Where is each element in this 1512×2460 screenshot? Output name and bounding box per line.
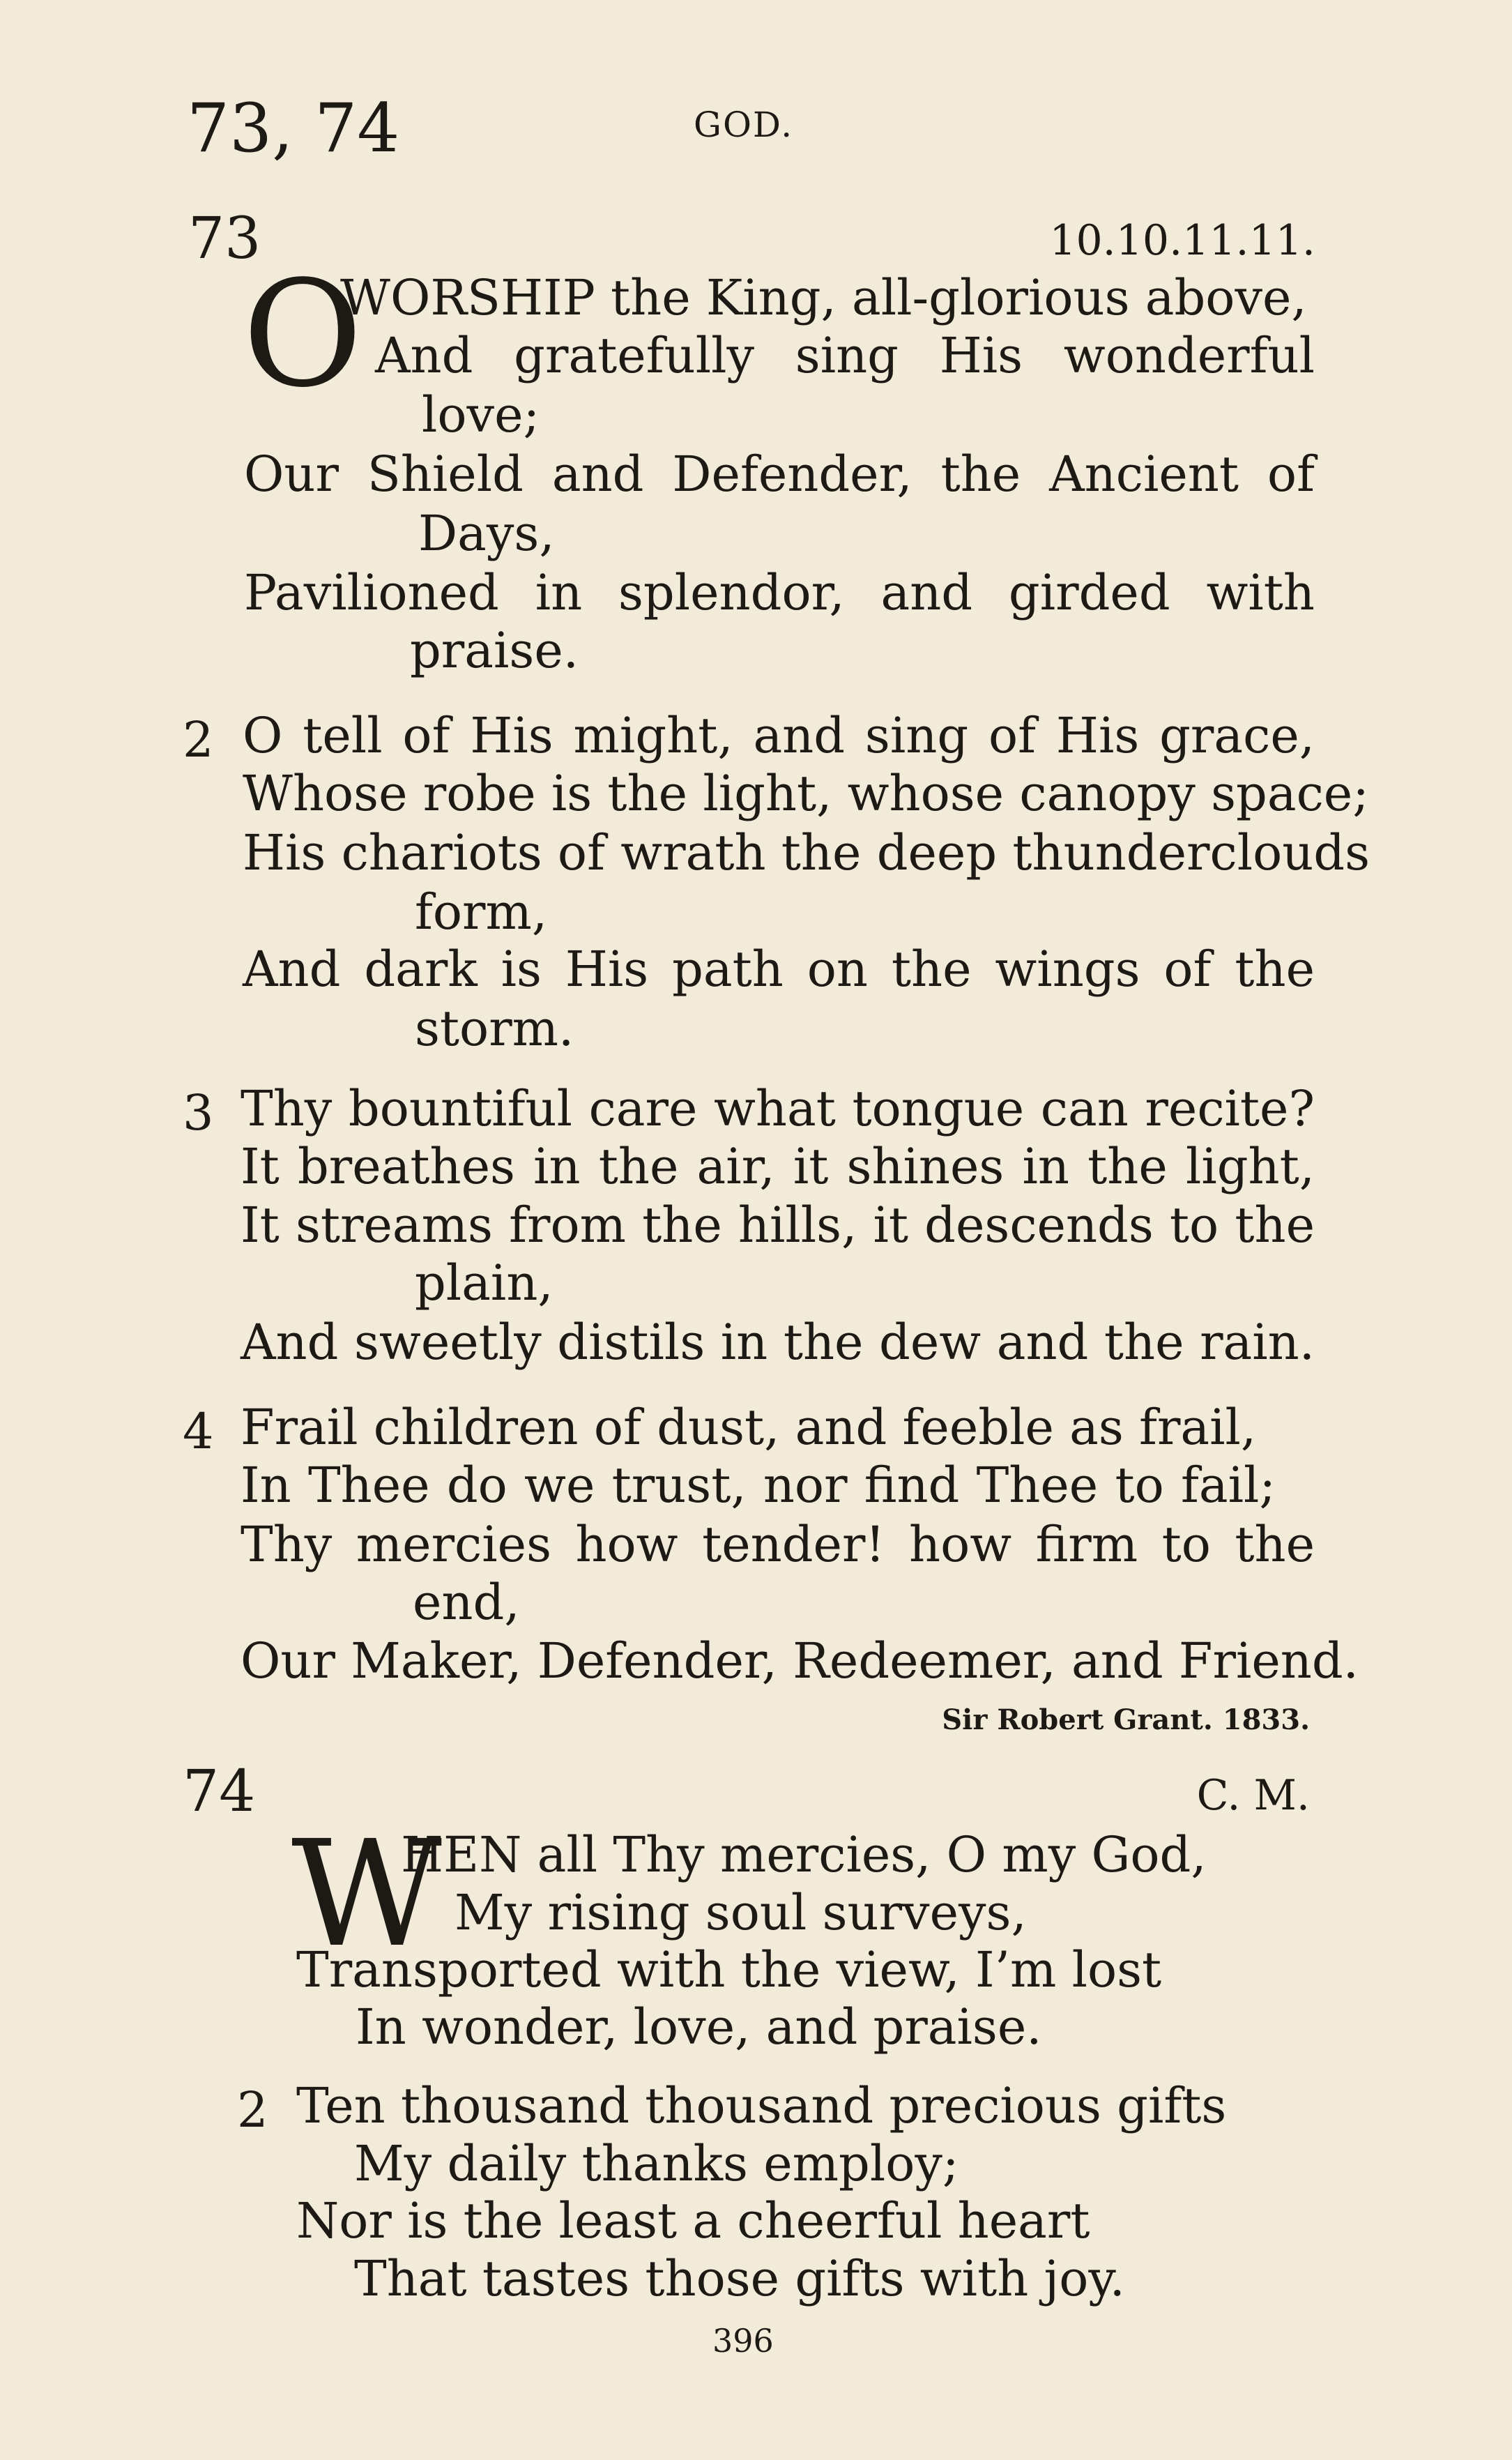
verse-line: It breathes in the air, it shines in the light, [240,1138,1315,1195]
hymn-author: Sir Robert Grant. 1833. [942,1703,1310,1736]
running-hymn-numbers: 73, 74 [187,89,400,167]
verse-line: praise. [410,622,579,679]
verse-line: Thy mercies how tender! how firm to the [240,1516,1315,1573]
verse-line: Whose robe is the light, whose canopy space; [243,765,1369,822]
verse-line: That tastes those gifts with joy. [354,2250,1125,2307]
verse-line: My rising soul surveys, [455,1884,1027,1941]
verse-line: Days, [418,505,555,562]
verse-line: form, [415,883,548,941]
verse-line: WORSHIP the King, all-glorious above, [340,269,1307,326]
verse-line: HEN all Thy mercies, O my God, [401,1826,1207,1883]
verse-line: In wonder, love, and praise. [356,1998,1042,2056]
verse-line: O tell of His might, and sing of His grace, [243,707,1315,764]
hymn-number: 74 [183,1759,256,1825]
verse-number: 4 [183,1403,214,1460]
verse-line: Ten thousand thousand precious gifts [296,2077,1227,2134]
page-number: 396 [712,2322,774,2360]
hymn-meter: C. M. [1196,1771,1310,1820]
verse-number: 2 [237,2081,268,2139]
verse-line: end, [413,1574,520,1631]
verse-line: Pavilioned in splendor, and girded with [244,564,1315,621]
hymn-meter: 10.10.11.11. [1049,216,1315,265]
hymn-number: 73 [188,206,261,272]
verse-line: Thy bountiful care what tongue can recite? [240,1080,1315,1137]
verse-number: 3 [183,1084,214,1141]
verse-line: And dark is His path on the wings of the [243,941,1315,998]
verse-line: His chariots of wrath the deep thunderclouds [243,824,1370,881]
verse-line: In Thee do we trust, nor find Thee to fail; [240,1457,1276,1514]
verse-number: 2 [183,711,214,768]
verse-line: love; [422,386,540,443]
verse-line: And sweetly distils in the dew and the rain. [240,1314,1315,1371]
verse-line: Our Shield and Defender, the Ancient of [244,446,1315,503]
verse-line: plain, [415,1254,553,1312]
verse-line: storm. [415,1000,574,1057]
verse-line: Nor is the least a cheerful heart [296,2192,1090,2249]
verse-line: And gratefully sing His wonderful [375,327,1315,384]
drop-cap: O [243,249,363,420]
drop-cap: W [291,1809,442,1980]
verse-line: Our Maker, Defender, Redeemer, and Friend. [240,1632,1359,1690]
verse-line: Frail children of dust, and feeble as frail, [240,1399,1257,1456]
running-section-title: GOD. [694,105,794,145]
verse-line: My daily thanks employ; [354,2135,959,2192]
verse-line: It streams from the hills, it descends to the [240,1197,1315,1254]
verse-line: Transported with the view, I’m lost [296,1941,1162,1998]
